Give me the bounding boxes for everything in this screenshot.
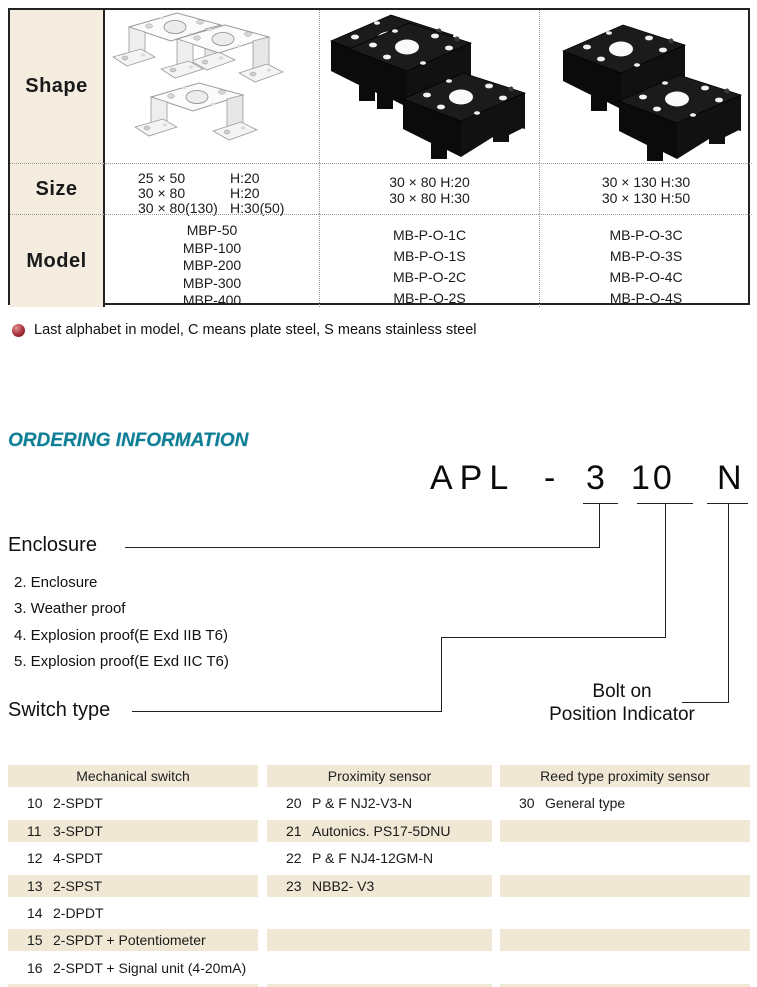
enclosure-option: 4. Explosion proof(E Exd IIB T6) xyxy=(14,627,228,644)
enclosure-label: Enclosure xyxy=(8,534,97,556)
connector-enclosure-horizontal xyxy=(125,547,600,548)
order-code-bolt-letter: N xyxy=(717,459,742,497)
size-line: 25 × 50 H:20 xyxy=(138,170,260,186)
option-row-23: 23 NBB2- V3 xyxy=(267,875,492,897)
size-cell-col1 xyxy=(105,163,319,214)
size-cell-col3 xyxy=(539,163,752,214)
size-line: 30 × 130 H:50 xyxy=(601,190,691,206)
model-item: MBP-300 xyxy=(182,274,242,291)
option-row-22: 22 P & F NJ4-12GM-N xyxy=(286,850,434,866)
enclosure-option: 5. Explosion proof(E Exd IIC T6) xyxy=(14,653,229,670)
black-bracket-pair-icon xyxy=(321,11,539,162)
size-line: 30 × 80 H:20 xyxy=(138,185,260,201)
size-line: 30 × 80 H:20 xyxy=(389,174,470,190)
bolt-on-position-indicator-label xyxy=(538,680,706,726)
option-row-15: 15 2-SPDT + Potentiometer xyxy=(8,929,258,951)
shape-image-black-brackets-large xyxy=(539,10,752,163)
option-row-12: 12 4-SPDT xyxy=(27,850,103,866)
options-header-reed: Reed type proximity sensor xyxy=(500,765,750,787)
model-cell-col3 xyxy=(539,214,752,307)
model-item: MBP-400 xyxy=(182,292,242,308)
option-row-30: 30 General type xyxy=(519,795,626,811)
option-row-13: 13 2-SPST xyxy=(8,875,258,897)
model-item: MB-P-O-3S xyxy=(609,248,683,264)
options-header-mechanical: Mechanical switch xyxy=(8,765,258,787)
option-row-21: 21 Autonics. PS17-5DNU xyxy=(267,820,492,842)
spec-row-label-model: Model xyxy=(10,214,105,307)
connector-switch-horizontal-2 xyxy=(132,711,442,712)
model-item: MB-P-O-1S xyxy=(393,248,466,264)
connector-switch-vertical-1 xyxy=(665,503,666,638)
option-row-empty xyxy=(500,820,750,842)
spec-row-label-shape: Shape xyxy=(10,10,105,163)
connector-enclosure-vertical xyxy=(599,503,600,548)
model-item: MB-P-O-1C xyxy=(392,227,467,243)
material-note xyxy=(12,322,477,338)
note-text: Last alphabet in model, C means plate steel, S means stainless steel xyxy=(34,322,477,338)
option-row-empty xyxy=(267,929,492,951)
option-row-14: 14 2-DPDT xyxy=(27,905,104,921)
connector-bolt-vertical xyxy=(728,503,729,702)
black-bracket-pair-large-icon xyxy=(541,11,752,162)
model-cell-col2 xyxy=(319,214,539,307)
tick-under-enclosure-digit xyxy=(583,503,618,504)
white-bracket-pair-icon xyxy=(105,11,319,162)
model-item: MBP-50 xyxy=(186,222,238,238)
option-row-16: 16 2-SPDT + Signal unit (4-20mA) xyxy=(27,960,247,976)
model-item: MB-P-O-4S xyxy=(609,290,683,306)
model-item: MB-P-O-2S xyxy=(393,290,466,306)
bolt-on-line1: Bolt on xyxy=(592,681,652,702)
model-item: MBP-200 xyxy=(182,257,242,273)
option-row-20: 20 P & F NJ2-V3-N xyxy=(286,795,413,811)
connector-switch-vertical-2 xyxy=(441,637,442,712)
switch-type-label: Switch type xyxy=(8,699,111,721)
bolt-on-line2: Position Indicator xyxy=(549,704,695,725)
shape-image-white-brackets xyxy=(105,10,319,163)
model-item: MB-P-O-2C xyxy=(392,269,467,285)
ordering-information-title: ORDERING INFORMATION xyxy=(8,430,249,451)
model-item: MBP-100 xyxy=(182,239,242,256)
size-line: 30 × 130 H:30 xyxy=(601,174,691,190)
order-code-prefix: APL xyxy=(430,459,516,497)
option-row-10: 10 2-SPDT xyxy=(27,795,103,811)
enclosure-option: 3. Weather proof xyxy=(14,600,126,617)
options-header-proximity: Proximity sensor xyxy=(267,765,492,787)
model-cell-col1 xyxy=(105,214,319,307)
model-item: MB-P-O-4C xyxy=(609,269,683,285)
connector-switch-horizontal-1 xyxy=(442,637,666,638)
order-code-switch-digits: 10 xyxy=(631,459,675,497)
option-row-empty xyxy=(500,929,750,951)
spec-table xyxy=(8,8,750,308)
option-row-empty xyxy=(500,875,750,897)
size-cell-col2 xyxy=(319,163,539,214)
size-line: 30 × 80 H:30 xyxy=(389,190,470,206)
enclosure-option: 2. Enclosure xyxy=(14,574,98,591)
spec-row-label-size: Size xyxy=(10,163,105,214)
size-line: 30 × 80(130) H:30(50) xyxy=(138,200,285,216)
order-code-enclosure-digit: 3 xyxy=(586,459,605,497)
shape-image-black-brackets xyxy=(319,10,539,163)
option-row-11: 11 3-SPDT xyxy=(8,820,258,842)
order-code-dash: - xyxy=(544,459,556,497)
model-item: MB-P-O-3C xyxy=(609,227,683,243)
red-sphere-bullet-icon xyxy=(12,324,25,337)
